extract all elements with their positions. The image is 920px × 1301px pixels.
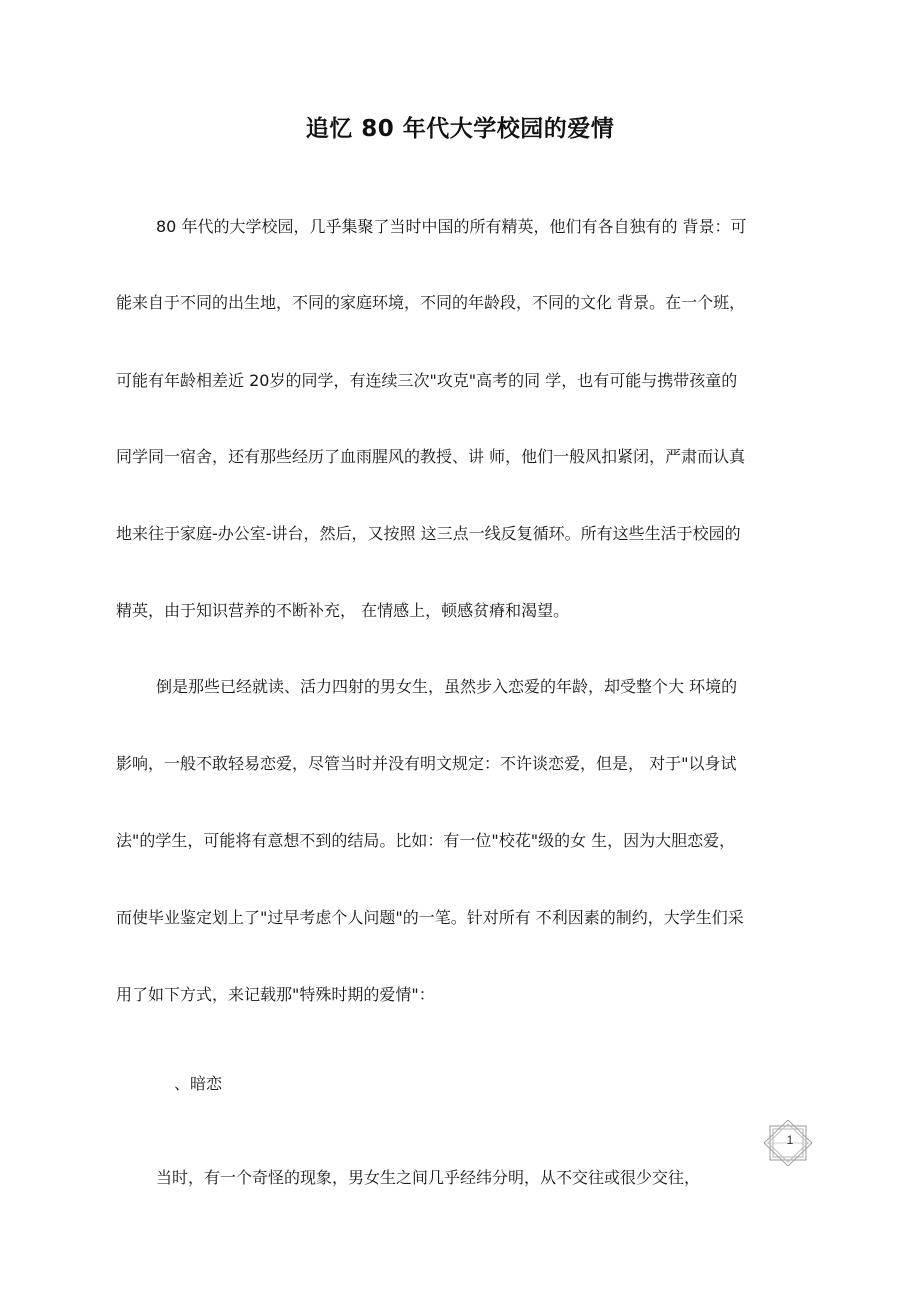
paragraph-line: 用了如下方式，来记载那"特殊时期的爱情"： bbox=[116, 985, 435, 1004]
page-number-badge bbox=[762, 1120, 814, 1166]
paragraph-line: 同学同一宿舍，还有那些经历了血雨腥风的教授、讲 师，他们一般风扣紧闭，严肃而认真 bbox=[116, 447, 746, 466]
paragraph-line: 80 年代的大学校园，几乎集聚了当时中国的所有精英，他们有各自独有的 背景：可 bbox=[156, 217, 747, 236]
paragraph-line: 精英，由于知识营养的不断补充， 在情感上，顿感贫瘠和渴望。 bbox=[116, 601, 570, 620]
section-heading: 、暗恋 bbox=[174, 1074, 223, 1093]
paragraph-line: 当时，有一个奇怪的现象，男女生之间几乎经纬分明，从不交往或很少交往， bbox=[156, 1168, 701, 1187]
paragraph-line: 影响，一般不敢轻易恋爱，尽管当时并没有明文规定：不许谈恋爱，但是， 对于"以身试 bbox=[116, 754, 737, 773]
paragraph-line: 能来自于不同的出生地，不同的家庭环境，不同的年龄段，不同的文化 背景。在一个班， bbox=[116, 293, 746, 312]
paragraph-line: 而使毕业鉴定划上了"过早考虑个人问题"的一笔。针对所有 不利因素的制约，大学生们采 bbox=[116, 908, 744, 927]
paragraph-line: 法"的学生，可能将有意想不到的结局。比如：有一位"校花"级的女 生，因为大胆恋爱， bbox=[116, 831, 736, 850]
document-title: 追忆 80 年代大学校园的爱情 bbox=[305, 116, 615, 142]
page-number: 1 bbox=[786, 1133, 794, 1147]
paragraph-line: 可能有年龄相差近 20岁的同学，有连续三次"攻克"高考的同 学，也有可能与携带孩童的 bbox=[116, 371, 738, 390]
paragraph-line: 地来往于家庭-办公室-讲台，然后，又按照 这三点一线反复循环。所有这些生活于校园的 bbox=[116, 524, 741, 543]
paragraph-line: 倒是那些已经就读、活力四射的男女生，虽然步入恋爱的年龄，却受整个大 环境的 bbox=[156, 677, 738, 696]
